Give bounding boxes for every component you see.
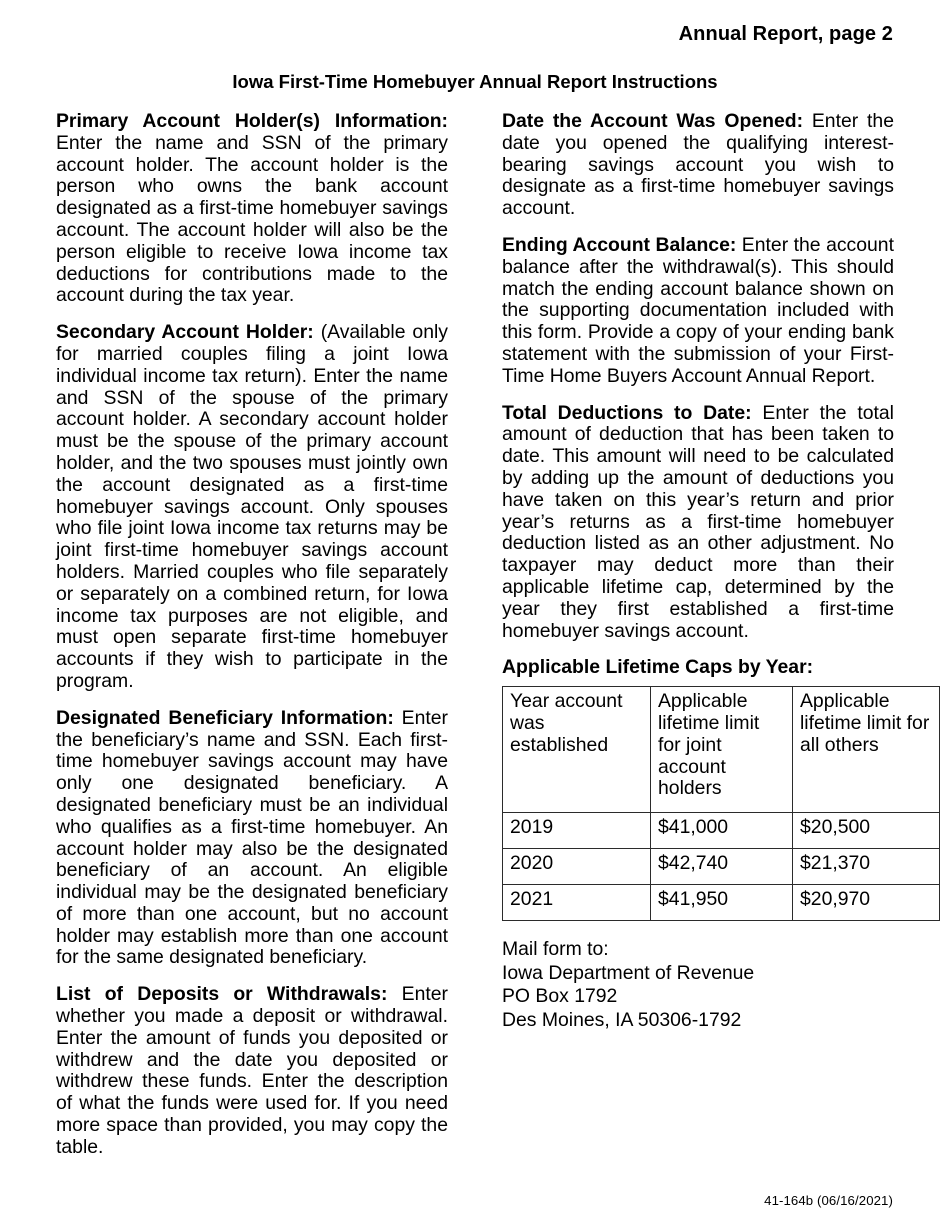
paragraph-secondary-account-holder	[56, 322, 448, 693]
footer-form-id: 41-164b (06/16/2021)	[764, 1193, 893, 1208]
paragraph-primary-account-holder	[56, 111, 448, 307]
table-row	[503, 885, 940, 921]
page-header-label: Annual Report, page 2	[678, 23, 893, 45]
paragraph-lead: Total Deductions to Date:	[502, 401, 752, 424]
mailing-address-block	[502, 938, 894, 1032]
table-cell-year: 2019	[503, 813, 651, 849]
table-cell-year: 2021	[503, 885, 651, 921]
paragraph-designated-beneficiary	[56, 708, 448, 970]
caps-table-heading: Applicable Lifetime Caps by Year:	[502, 656, 814, 679]
paragraph-body: Enter the date you opened the qualifying interest-bearing savings account you wish to designate as a first-time homebuyer savings account.	[502, 110, 894, 220]
applicable-lifetime-caps-table	[502, 686, 940, 921]
paragraph-lead: List of Deposits or Withdrawals:	[56, 983, 388, 1006]
table-row	[503, 849, 940, 885]
paragraph-deposits-withdrawals	[56, 984, 448, 1158]
paragraph-body: (Available only for married couples filing a joint Iowa individual income tax return). Enter the name and SSN of the spouse of the primary account holder. A secondary account holder must be the spouse of the primary account holder, and the two spouses must jointly own the account designated as a first-time homebuyer savings account. Only spouses who file joint Iowa income tax returns may be joint first-time homebuyer savings account holders. Married couples who file separately or separately on a combined return, for Iowa income tax purposes are not eligible, and must open separate first-time homebuyer accounts if they wish to participate in the program.	[56, 321, 448, 692]
paragraph-date-account-opened	[502, 111, 894, 220]
table-header-cell-joint-limit: Applicable lifetime limit for joint account holders	[651, 687, 793, 813]
table-cell-joint-limit: $41,950	[651, 885, 793, 921]
table-cell-joint-limit: $41,000	[651, 813, 793, 849]
table-header-row	[503, 687, 940, 813]
table-header-cell-year: Year account was established	[503, 687, 651, 813]
paragraph-lead: Secondary Account Holder:	[56, 321, 314, 344]
paragraph-body: Enter the total amount of deduction that has been taken to date. This amount will need to be calculated by adding up the amount of deductions you have taken on this year’s return and prior year’s returns as a first-time homebuyer deduction listed as an other adjustment. No taxpayer may deduct more than their applicable lifetime cap, determined by the year they first established a first-time homebuyer savings account.	[502, 401, 894, 642]
table-cell-year: 2020	[503, 849, 651, 885]
paragraph-body: Enter the beneficiary’s name and SSN. Each first-time homebuyer savings account may have only one designated beneficiary. A designated beneficiary must be an individual who qualifies as a first-time homebuyer. An account holder may also be the designated beneficiary of an account. An eligible individual may be the designated beneficiary of more than one account, but no account holder may establish more than one account for the same designated beneficiary.	[56, 706, 449, 969]
mail-to-agency: Iowa Department of Revenue	[502, 961, 755, 984]
table-cell-other-limit: $20,500	[793, 813, 940, 849]
mail-to-po-box: PO Box 1792	[502, 985, 618, 1008]
table-cell-other-limit: $21,370	[793, 849, 940, 885]
table-row	[503, 813, 940, 849]
paragraph-ending-account-balance	[502, 235, 894, 388]
page-title: Iowa First-Time Homebuyer Annual Report Instructions	[232, 71, 718, 92]
mail-to-city-state-zip: Des Moines, IA 50306-1792	[502, 1008, 742, 1031]
paragraph-lead: Primary Account Holder(s) Information:	[56, 110, 448, 132]
right-column	[502, 110, 930, 1032]
table-header-cell-other-limit: Applicable lifetime limit for all others	[793, 687, 940, 813]
table-cell-other-limit: $20,970	[793, 885, 940, 921]
paragraph-lead: Ending Account Balance:	[502, 233, 737, 256]
table-cell-joint-limit: $42,740	[651, 849, 793, 885]
paragraph-lead: Designated Beneficiary Information:	[56, 706, 394, 729]
paragraph-body: Enter the name and SSN of the primary account holder. The account holder is the person who owns the bank account designated as a first-time homebuyer savings account. The account holder will also be the person eligible to receive Iowa income tax deductions for contributions made to the account during the tax year.	[56, 131, 448, 307]
left-column	[56, 111, 448, 1159]
paragraph-body: Enter the account balance after the withdrawal(s). This should match the ending account balance shown on the supporting documentation included with this form. Provide a copy of your ending bank statement with the submission of your First-Time Home Buyers Account Annual Report.	[502, 233, 894, 387]
paragraph-body: Enter whether you made a deposit or withdrawal. Enter the amount of funds you deposited or withdrew and the date you deposited or withdrew these funds. Enter the description of what the funds were used for. If you need more space than provided, you may copy the table.	[56, 983, 448, 1158]
paragraph-total-deductions-to-date	[502, 403, 894, 643]
paragraph-lead: Date the Account Was Opened:	[502, 110, 804, 132]
mail-to-label: Mail form to:	[502, 938, 609, 961]
